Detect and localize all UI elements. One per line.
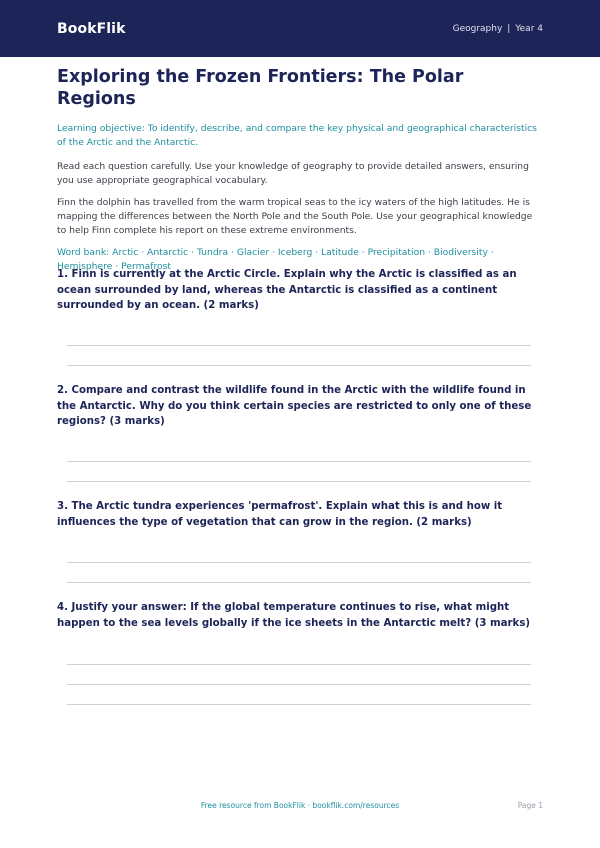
answer-line[interactable] [67,704,531,705]
page-header [0,0,600,57]
question-text: 4. Justify your answer: If the global temperature continues to rise, what might happen to the sea levels globally if the ice sheets in the Antarctic melt? (3 marks) [57,602,531,629]
word-bank: Word bank: Arctic · Antarctic · Tundra · Glacier · Iceberg · Latitude · Precipitation · Biodiversity · Hemisphere · Permafrost [57,247,494,272]
brand-logo: BookFlik [57,20,126,37]
answer-line[interactable] [67,345,531,346]
header-meta [453,24,543,34]
instructions-text: Read each question carefully. Use your knowledge of geography to provide detailed answers, ensuring you use appropriate geographical vocabulary. [57,161,529,186]
page-title: Exploring the Frozen Frontiers: The Polar Regions [57,67,464,109]
answer-line[interactable] [67,481,531,482]
question-text: 3. The Arctic tundra experiences 'permafrost'. Explain what this is and how it influences the type of vegetation that can grow in the region. (2 marks) [57,501,503,528]
footer-credit-link[interactable]: Free resource from BookFlik · bookflik.com/resources [200,801,400,810]
question-3 [57,499,543,594]
answer-line[interactable] [67,461,531,462]
page-footer [0,801,600,815]
question-text: 2. Compare and contrast the wildlife found in the Arctic with the wildlife found in the Antarctic. Why do you think certain species are restricted to only one of these regions? (3 marks) [57,385,532,427]
page-number: Page 1 [517,801,543,810]
answer-line[interactable] [67,365,531,366]
question-2 [57,383,543,493]
question-4 [57,600,543,710]
worksheet-intro [57,66,543,274]
learning-objective: Learning objective: To identify, describe, and compare the key physical and geographical characteristics of the Arctic and the Antarctic. [57,123,537,148]
header-divider: | [507,23,511,34]
answer-line[interactable] [67,562,531,563]
subject-label: Geography [452,23,503,34]
question-1 [57,267,543,377]
answer-line[interactable] [67,664,531,665]
year-label: Year 4 [515,23,543,34]
question-text: 1. Finn is currently at the Arctic Circle. Explain why the Arctic is classified as an ocean surrounded by land, whereas the Antarctic is classified as a continent surrounded by an ocean. (2 marks) [57,269,517,311]
story-text: Finn the dolphin has travelled from the warm tropical seas to the icy waters of the high latitudes. He is mapping the differences between the North Pole and the South Pole. Use your geographical knowledge to help Finn complete his report on these extreme environments. [57,197,533,236]
answer-line[interactable] [67,582,531,583]
answer-line[interactable] [67,684,531,685]
